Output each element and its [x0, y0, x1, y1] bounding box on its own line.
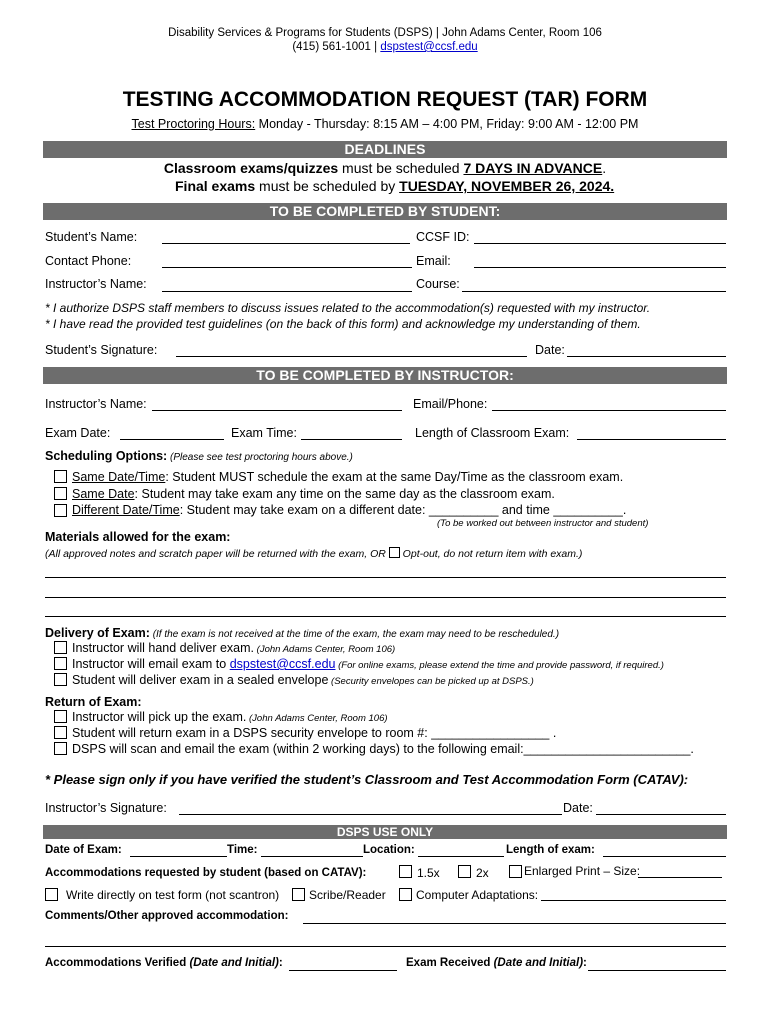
- instructor-signature-field[interactable]: [179, 814, 562, 815]
- student-deliver-checkbox[interactable]: [54, 673, 67, 686]
- student-email-field[interactable]: [474, 267, 726, 268]
- form-title: TESTING ACCOMMODATION REQUEST (TAR) FORM: [122, 88, 648, 111]
- hours-text: Monday - Thursday: 8:15 AM – 4:00 PM, Friday: 9:00 AM - 12:00 PM: [255, 117, 639, 131]
- accommodations-verified: [45, 957, 283, 969]
- course-field[interactable]: [462, 291, 726, 292]
- student-deliver-option: [72, 673, 534, 687]
- same-date-text: : Student may take exam any time on the same day as the classroom exam.: [134, 487, 555, 501]
- instructor-date-field[interactable]: [596, 814, 726, 815]
- student-name-field[interactable]: [162, 243, 410, 244]
- email-phone-field[interactable]: [492, 410, 726, 411]
- materials-line-3[interactable]: [45, 616, 726, 617]
- student-deliver-text: Student will deliver exam in a sealed envelope: [72, 673, 329, 687]
- email-phone-label: Email/Phone:: [413, 397, 488, 411]
- hand-deliver-checkbox[interactable]: [54, 641, 67, 654]
- security-envelope-option: Student will return exam in a DSPS security envelope to room #: _________________ .: [72, 726, 557, 740]
- ccsf-id-label: CCSF ID:: [416, 230, 470, 244]
- dsps-location-field[interactable]: [418, 856, 504, 857]
- office-info: Disability Services & Programs for Students (DSPS) | John Adams Center, Room 106: [168, 27, 602, 39]
- comments-line-2[interactable]: [45, 946, 726, 947]
- same-date-option: [72, 487, 555, 501]
- dsps-length-field[interactable]: [603, 856, 726, 857]
- dsps-date-field[interactable]: [130, 856, 227, 857]
- enlarged-print-label: Enlarged Print – Size:: [524, 864, 641, 878]
- instructor-name-field[interactable]: [162, 291, 412, 292]
- deadline-text: must be scheduled: [338, 160, 464, 176]
- opt-out-checkbox[interactable]: [389, 547, 400, 558]
- write-on-form-label: Write directly on test form (not scantron): [66, 888, 280, 902]
- computer-adaptations-field[interactable]: [541, 900, 726, 901]
- student-date-label: Date:: [535, 343, 565, 357]
- authorization-statement: * I authorize DSPS staff members to discuss issues related to the accommodation(s) requested with my instructor.: [45, 301, 651, 315]
- student-signature-label: Student’s Signature:: [45, 343, 158, 357]
- received-field[interactable]: [588, 970, 726, 971]
- email-exam-checkbox[interactable]: [54, 657, 67, 670]
- opt-out-text: Opt-out, do not return item with exam.): [399, 548, 583, 560]
- same-date-time-label: Same Date/Time: [72, 470, 166, 484]
- scheduling-note: (Please see test proctoring hours above.): [167, 452, 353, 463]
- email-exam-note: (For online exams, please extend the time and provide password, if required.): [335, 660, 664, 671]
- instructor-name-field-2[interactable]: [152, 410, 402, 411]
- office-email-link[interactable]: dspstest@ccsf.edu: [380, 41, 478, 53]
- contact-phone-label: Contact Phone:: [45, 254, 132, 268]
- contact-phone-field[interactable]: [162, 267, 412, 268]
- deadline-final: [175, 178, 614, 194]
- final-deadline-date: TUESDAY, NOVEMBER 26, 2024.: [399, 178, 615, 194]
- computer-adaptations-label: Computer Adaptations:: [416, 888, 539, 902]
- delivery-label: Delivery of Exam:: [45, 626, 150, 640]
- different-date-checkbox[interactable]: [54, 504, 67, 517]
- different-date-label: Different Date/Time: [72, 503, 180, 517]
- different-date-text: : Student may take exam on a different date: __________ and time __________.: [179, 503, 627, 517]
- office-phone: (415) 561-1001 |: [292, 41, 381, 53]
- classroom-exams-label: Classroom exams/quizzes: [163, 160, 339, 176]
- different-date-option: [72, 503, 626, 517]
- hand-deliver-text: Instructor will hand deliver exam.: [72, 641, 255, 655]
- return-label: Return of Exam:: [45, 695, 142, 709]
- deadline-period: .: [602, 160, 607, 176]
- deadline-classroom: [0, 160, 770, 176]
- scheduling-label: Scheduling Options:: [45, 449, 168, 463]
- dsps-email-link[interactable]: dspstest@ccsf.edu: [229, 657, 336, 671]
- instructor-pickup-text: Instructor will pick up the exam.: [72, 710, 247, 724]
- dsps-time-field[interactable]: [261, 856, 363, 857]
- instructor-section-bar: TO BE COMPLETED BY INSTRUCTOR:: [43, 367, 727, 384]
- instructor-signature-label: Instructor’s Signature:: [45, 801, 167, 815]
- received-note: (Date and Initial): [493, 957, 584, 969]
- time-1-5x-label: 1.5x: [417, 866, 440, 880]
- security-envelope-checkbox[interactable]: [54, 726, 67, 739]
- final-deadline-text: must be scheduled by: [255, 178, 400, 194]
- comments-label: Comments/Other approved accommodation:: [45, 910, 289, 922]
- scan-email-option: DSPS will scan and email the exam (within 2 working days) to the following email:________________________.: [72, 742, 694, 756]
- final-exams-label: Final exams: [175, 178, 256, 194]
- accommodations-label: Accommodations requested by student (based on CATAV):: [45, 867, 367, 879]
- exam-length-label: Length of Classroom Exam:: [415, 426, 570, 440]
- materials-label: Materials allowed for the exam:: [45, 530, 231, 544]
- same-date-time-checkbox[interactable]: [54, 470, 67, 483]
- exam-time-field[interactable]: [301, 439, 402, 440]
- dsps-location-label: Location:: [363, 844, 415, 856]
- enlarged-print-size-field[interactable]: [638, 877, 722, 878]
- same-date-time-text: : Student MUST schedule the exam at the same Day/Time as the classroom exam.: [165, 470, 624, 484]
- student-signature-field[interactable]: [176, 356, 527, 357]
- exam-received: [406, 957, 587, 969]
- materials-note-text: (All approved notes and scratch paper will be returned with the exam, OR: [45, 548, 389, 560]
- instructor-name-label: Instructor’s Name:: [45, 277, 147, 291]
- contact-line: [0, 41, 770, 53]
- scheduling-options: [45, 449, 353, 463]
- instructor-pickup-checkbox[interactable]: [54, 710, 67, 723]
- write-on-form-checkbox[interactable]: [45, 888, 58, 901]
- ccsf-id-field[interactable]: [474, 243, 726, 244]
- instructor-pickup-note: (John Adams Center, Room 106): [246, 713, 388, 724]
- received-colon: :: [583, 957, 587, 969]
- dsps-time-label: Time:: [227, 844, 258, 856]
- hand-deliver-note: (John Adams Center, Room 106): [254, 644, 396, 655]
- hand-deliver-option: [72, 641, 395, 655]
- scribe-reader-checkbox[interactable]: [292, 888, 305, 901]
- instructor-pickup-option: [72, 710, 388, 724]
- received-label: Exam Received: [406, 957, 494, 969]
- verify-statement: * Please sign only if you have verified the student’s Classroom and Test Accommodation Form (CATAV):: [45, 772, 689, 787]
- enlarged-print-checkbox[interactable]: [509, 865, 522, 878]
- proctoring-hours: [0, 117, 770, 131]
- delivery-of-exam: [45, 626, 559, 640]
- scan-email-checkbox[interactable]: [54, 742, 67, 755]
- computer-adaptations-checkbox[interactable]: [399, 888, 412, 901]
- time-1-5x-checkbox[interactable]: [399, 865, 412, 878]
- course-label: Course:: [416, 277, 460, 291]
- dsps-date-label: Date of Exam:: [45, 844, 122, 856]
- student-email-label: Email:: [416, 254, 451, 268]
- exam-time-label: Exam Time:: [231, 426, 297, 440]
- email-exam-option: [72, 657, 664, 671]
- exam-date-label: Exam Date:: [45, 426, 111, 440]
- exam-date-field[interactable]: [120, 439, 224, 440]
- delivery-note: (If the exam is not received at the time of the exam, the exam may need to be rescheduled.): [149, 629, 560, 640]
- same-date-time-option: [72, 470, 623, 484]
- student-section-bar: TO BE COMPLETED BY STUDENT:: [43, 203, 727, 220]
- instructor-date-label: Date:: [563, 801, 593, 815]
- dsps-length-label: Length of exam:: [506, 844, 595, 856]
- materials-line-1[interactable]: [45, 577, 726, 578]
- seven-days-text: 7 DAYS IN ADVANCE: [463, 160, 603, 176]
- same-date-label: Same Date: [72, 487, 135, 501]
- verified-field[interactable]: [289, 970, 397, 971]
- materials-line-2[interactable]: [45, 597, 726, 598]
- verified-colon: :: [278, 957, 283, 969]
- materials-note: [45, 546, 582, 560]
- student-deliver-note: (Security envelopes can be picked up at DSPS.): [328, 676, 534, 687]
- comments-field[interactable]: [303, 923, 726, 924]
- verified-note: (Date and Initial): [189, 957, 279, 969]
- guidelines-statement: * I have read the provided test guidelines (on the back of this form) and acknowledge my understanding of them.: [45, 317, 641, 331]
- scribe-reader-label: Scribe/Reader: [309, 888, 386, 902]
- hours-label: Test Proctoring Hours:: [131, 117, 256, 131]
- time-2x-checkbox[interactable]: [458, 865, 471, 878]
- student-date-field[interactable]: [567, 356, 726, 357]
- instructor-name-label-2: Instructor’s Name:: [45, 397, 147, 411]
- same-date-checkbox[interactable]: [54, 487, 67, 500]
- different-date-note: (To be worked out between instructor and student): [437, 518, 649, 529]
- email-exam-text: Instructor will email exam to: [72, 657, 230, 671]
- verified-label: Accommodations Verified: [45, 957, 190, 969]
- exam-length-field[interactable]: [577, 439, 726, 440]
- student-name-label: Student’s Name:: [45, 230, 138, 244]
- dsps-use-only-bar: DSPS USE ONLY: [43, 825, 727, 839]
- deadlines-bar: DEADLINES: [43, 141, 727, 158]
- time-2x-label: 2x: [476, 866, 489, 880]
